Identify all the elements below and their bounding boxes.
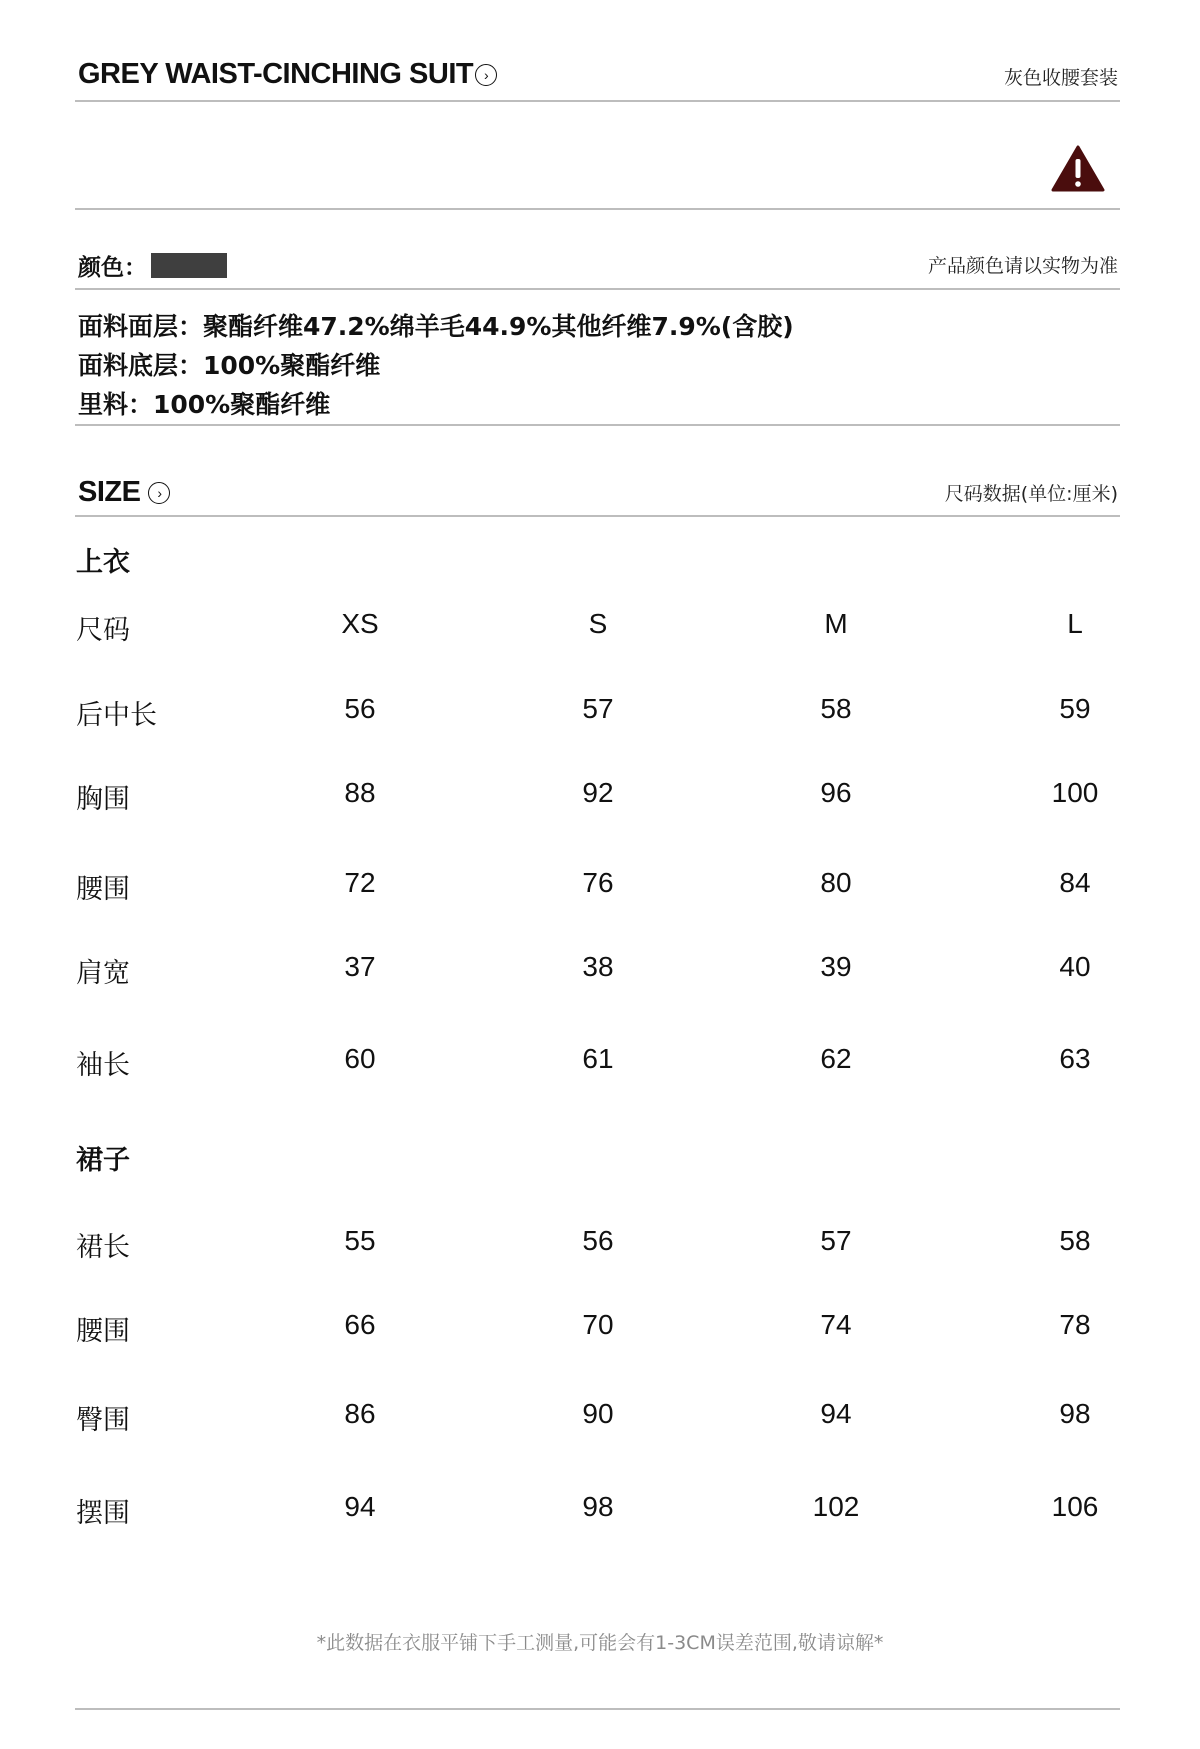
material-outer: 面料面层：聚酯纤维47.2%绵羊毛44.9%其他纤维7.9%(含胶) bbox=[78, 312, 794, 341]
row-value: 98 bbox=[582, 1491, 614, 1522]
row-value: 63 bbox=[1059, 1043, 1091, 1074]
color-note: 产品颜色请以实物为准 bbox=[927, 255, 1118, 277]
divider bbox=[75, 424, 1120, 426]
table-row bbox=[0, 1225, 1200, 1265]
row-value: 72 bbox=[344, 867, 376, 898]
row-value: 78 bbox=[1059, 1309, 1091, 1340]
table-row bbox=[0, 1398, 1200, 1438]
row-value: 57 bbox=[820, 1225, 852, 1256]
row-value: 74 bbox=[820, 1309, 852, 1340]
row-value: 94 bbox=[820, 1398, 852, 1429]
size-label: 尺码 bbox=[76, 615, 130, 646]
skirt-section-title: 裙子 bbox=[76, 1145, 130, 1176]
color-row bbox=[78, 249, 227, 282]
row-label: 胸围 bbox=[76, 784, 130, 815]
row-label: 摆围 bbox=[76, 1498, 130, 1529]
row-value: 76 bbox=[582, 867, 614, 898]
row-value: 39 bbox=[820, 951, 852, 982]
row-value: 88 bbox=[344, 777, 376, 808]
material-lining: 里料：100%聚酯纤维 bbox=[78, 390, 331, 419]
size-l: L bbox=[1067, 608, 1083, 639]
divider bbox=[75, 208, 1120, 210]
divider bbox=[75, 100, 1120, 102]
table-row bbox=[0, 693, 1200, 733]
size-title-text: SIZE bbox=[78, 476, 141, 508]
row-value: 55 bbox=[344, 1225, 376, 1256]
row-label: 肩宽 bbox=[76, 958, 130, 989]
chevron-circle-right-icon: › bbox=[148, 482, 170, 504]
row-value: 100 bbox=[1051, 777, 1099, 808]
table-row bbox=[0, 1309, 1200, 1349]
warning-triangle-icon bbox=[1051, 145, 1105, 193]
table-row bbox=[0, 951, 1200, 991]
size-header-row bbox=[0, 608, 1200, 648]
row-value: 90 bbox=[582, 1398, 614, 1429]
row-label: 后中长 bbox=[76, 700, 157, 731]
product-title-text: GREY WAIST-CINCHING SUIT bbox=[78, 58, 474, 90]
row-value: 66 bbox=[344, 1309, 376, 1340]
row-value: 96 bbox=[820, 777, 852, 808]
row-value: 70 bbox=[582, 1309, 614, 1340]
row-value: 80 bbox=[820, 867, 852, 898]
row-value: 92 bbox=[582, 777, 614, 808]
material-base: 面料底层：100%聚酯纤维 bbox=[78, 351, 381, 380]
row-value: 40 bbox=[1059, 951, 1091, 982]
row-value: 57 bbox=[582, 693, 614, 724]
size-unit-note: 尺码数据(单位:厘米) bbox=[944, 483, 1118, 505]
size-s: S bbox=[588, 608, 608, 639]
row-value: 94 bbox=[344, 1491, 376, 1522]
table-row bbox=[0, 1043, 1200, 1083]
row-label: 腰围 bbox=[76, 874, 130, 905]
divider bbox=[75, 1708, 1120, 1710]
row-value: 60 bbox=[344, 1043, 376, 1074]
row-value: 56 bbox=[344, 693, 376, 724]
table-row bbox=[0, 867, 1200, 907]
product-title bbox=[78, 58, 497, 91]
row-value: 58 bbox=[1059, 1225, 1091, 1256]
row-label: 袖长 bbox=[76, 1050, 130, 1081]
row-value: 84 bbox=[1059, 867, 1091, 898]
size-m: M bbox=[824, 608, 848, 639]
size-title bbox=[78, 476, 170, 509]
row-value: 58 bbox=[820, 693, 852, 724]
row-value: 38 bbox=[582, 951, 614, 982]
top-section-title: 上衣 bbox=[76, 547, 130, 578]
row-value: 86 bbox=[344, 1398, 376, 1429]
row-label: 腰围 bbox=[76, 1316, 130, 1347]
table-row bbox=[0, 1491, 1200, 1531]
table-row bbox=[0, 777, 1200, 817]
row-value: 37 bbox=[344, 951, 376, 982]
size-xs: XS bbox=[341, 608, 379, 639]
product-title-cn: 灰色收腰套装 bbox=[1003, 67, 1118, 89]
footnote: *此数据在衣服平铺下手工测量,可能会有1-3CM误差范围,敬请谅解* bbox=[316, 1632, 884, 1654]
divider bbox=[75, 515, 1120, 517]
color-label: 颜色： bbox=[78, 255, 147, 281]
row-value: 102 bbox=[812, 1491, 860, 1522]
chevron-circle-right-icon: › bbox=[475, 64, 497, 86]
row-value: 106 bbox=[1051, 1491, 1099, 1522]
row-label: 裙长 bbox=[76, 1232, 130, 1263]
divider bbox=[75, 288, 1120, 290]
row-value: 59 bbox=[1059, 693, 1091, 724]
color-swatch bbox=[151, 253, 227, 278]
row-value: 61 bbox=[582, 1043, 614, 1074]
row-value: 62 bbox=[820, 1043, 852, 1074]
row-value: 98 bbox=[1059, 1398, 1091, 1429]
row-label: 臀围 bbox=[76, 1405, 130, 1436]
row-value: 56 bbox=[582, 1225, 614, 1256]
